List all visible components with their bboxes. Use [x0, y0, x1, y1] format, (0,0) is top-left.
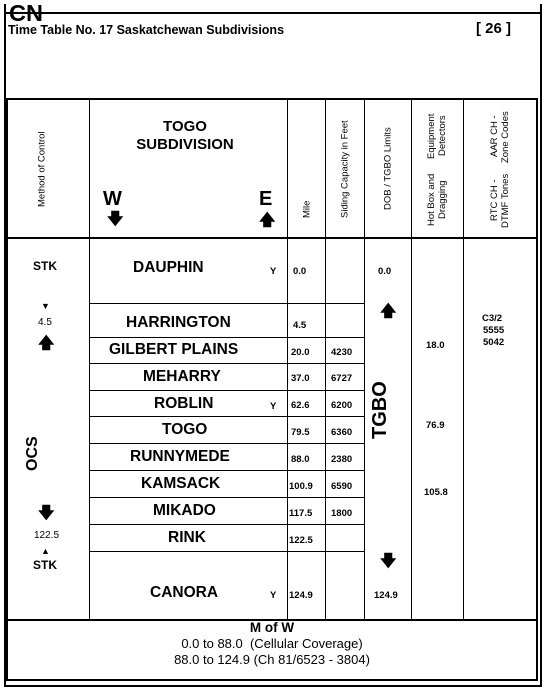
mile-value: 117.5: [289, 508, 313, 519]
control-mile-4-5: 4.5: [38, 317, 52, 328]
station-name: KAMSACK: [141, 475, 221, 492]
siding-value: 2380: [331, 454, 353, 465]
subdivision-label: SUBDIVISION: [136, 136, 234, 153]
subdivision-name: TOGO: [163, 118, 207, 135]
mile-value: 124.9: [289, 590, 313, 601]
mile-value: 100.9: [289, 481, 313, 492]
station-name: GILBERT PLAINS: [109, 341, 239, 358]
detector-mile: 105.8: [424, 487, 448, 498]
method-of-control-header: Method of Control: [36, 131, 48, 207]
title-box: [4, 12, 542, 100]
station-marker: Y: [270, 401, 277, 412]
control-ocs: OCS: [24, 436, 41, 472]
page-number: [ 26 ]: [476, 20, 512, 37]
mile-value: 62.6: [291, 400, 310, 411]
station-name: ROBLIN: [154, 395, 214, 412]
tgbo-label: TGBO: [369, 381, 391, 439]
hot-box-header-line1: Hot Box and Dragging: [426, 174, 448, 227]
row-line: [90, 416, 364, 417]
station-name: TOGO: [162, 421, 208, 438]
maintenance-of-way-line2: 88.0 to 124.9 (Ch 81/6523 - 3804): [174, 652, 370, 667]
arrow-up-icon: 🡅: [259, 212, 276, 229]
row-line: [90, 363, 364, 364]
station-name: RINK: [168, 529, 206, 546]
triangle-up-icon: ▲: [41, 546, 50, 556]
hot-box-header: [413, 105, 461, 233]
station-name: CANORA: [150, 584, 219, 601]
station-marker: Y: [270, 266, 277, 277]
rtc-header-line1: RTC CH - DTMF Tones: [489, 173, 511, 228]
control-stk-bottom: STK: [33, 558, 57, 572]
mile-value: 37.0: [291, 373, 310, 384]
detector-mile: 18.0: [426, 340, 445, 351]
siding-value: 1800: [331, 508, 353, 519]
mile-value: 88.0: [291, 454, 310, 465]
arrow-up-icon: 🡅: [380, 303, 397, 320]
rtc-zone: 5042: [483, 337, 505, 348]
siding-value: 6590: [331, 481, 353, 492]
maintenance-of-way-title: M of W: [249, 620, 295, 635]
station-name: MIKADO: [153, 502, 216, 519]
col-divider: [287, 99, 288, 620]
control-stk-top: STK: [33, 259, 57, 273]
arrow-down-icon: 🡇: [380, 553, 397, 570]
row-line: [90, 551, 364, 552]
station-name: MEHARRY: [143, 368, 221, 385]
col-divider: [89, 99, 90, 620]
col-divider: [325, 99, 326, 620]
col-divider: [411, 99, 412, 620]
hot-box-header-line2: Equipment Detectors: [426, 113, 448, 159]
cn-logo-text: CN: [9, 2, 43, 24]
siding-value: 4230: [331, 347, 353, 358]
mile-value: 122.5: [289, 535, 313, 546]
tgbo-end: 124.9: [374, 590, 398, 601]
siding-capacity-header: Siding Capacity in Feet: [339, 120, 351, 218]
row-line: [90, 524, 364, 525]
rtc-header: [466, 105, 534, 233]
siding-value: 6200: [331, 400, 353, 411]
mile-header: Mile: [301, 200, 313, 218]
maintenance-of-way-line1: 0.0 to 88.0 (Cellular Coverage): [181, 636, 363, 651]
station-name: DAUPHIN: [133, 259, 204, 276]
row-line: [90, 470, 364, 471]
mile-value: 0.0: [293, 266, 307, 277]
arrow-up-icon: 🡅: [38, 335, 55, 352]
triangle-down-icon: ▼: [41, 301, 50, 311]
station-name: HARRINGTON: [126, 314, 231, 331]
rtc-header-line2: AAR CH - Zone Codes: [489, 110, 511, 163]
dob-tgbo-header: DOB / TGBO Limits: [382, 127, 394, 211]
arrow-down-icon: 🡇: [107, 211, 124, 228]
station-name: RUNNYMEDE: [130, 448, 230, 465]
header-separator: [6, 237, 538, 239]
station-marker: Y: [270, 590, 277, 601]
control-mile-122-5: 122.5: [34, 530, 60, 541]
row-line: [90, 303, 364, 304]
row-line: [90, 497, 364, 498]
row-line: [90, 443, 364, 444]
mile-value: 4.5: [293, 320, 307, 331]
rtc-channel: C3/2: [482, 313, 503, 324]
tgbo-start: 0.0: [378, 266, 392, 277]
mile-value: 20.0: [291, 347, 310, 358]
row-line: [90, 337, 364, 338]
timetable-title: Time Table No. 17 Saskatchewan Subdivisions: [8, 23, 285, 37]
rtc-tone: 5555: [483, 325, 505, 336]
detector-mile: 76.9: [426, 420, 445, 431]
arrow-down-icon: 🡇: [38, 505, 55, 522]
row-line: [90, 390, 364, 391]
col-divider: [463, 99, 464, 620]
mile-value: 79.5: [291, 427, 310, 438]
siding-value: 6360: [331, 427, 353, 438]
siding-value: 6727: [331, 373, 353, 384]
col-divider: [364, 99, 365, 620]
west-label: W: [103, 188, 122, 210]
subdivision-title: [90, 118, 280, 154]
east-label: E: [259, 188, 273, 210]
